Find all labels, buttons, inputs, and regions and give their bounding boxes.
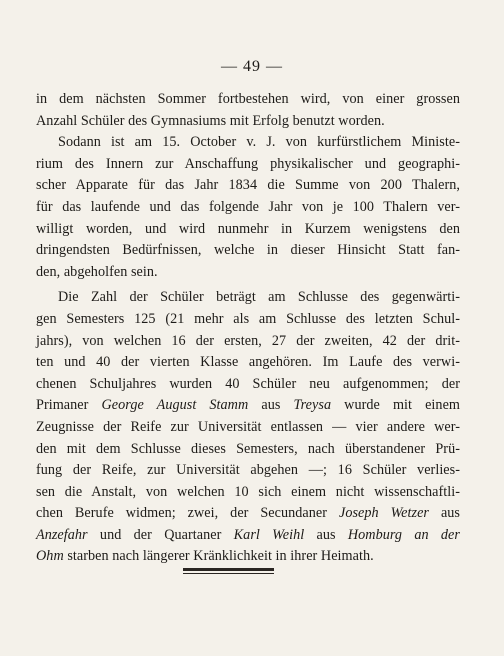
text-line: willigt worden, und wird nunmehr in Kurzem wenigstens den: [36, 220, 460, 237]
italic-name: Joseph Wetzer: [338, 505, 430, 522]
italic-name: George August Stamm: [101, 397, 249, 414]
text-line: rium des Innern zur Anschaffung physikalischer und geographi-: [36, 155, 460, 172]
text-line: ten und 40 der vierten Klasse angehören. Im Laufe des verwi-: [36, 354, 460, 371]
text-line: Zeugnisse der Reife zur Universität entlassen — vier andere wer-: [36, 418, 460, 435]
text-line: fung der Reife, zur Universität abgehen —; 16 Schüler verlies-: [36, 462, 460, 479]
text-line: den, abgeholfen sein.: [36, 263, 158, 280]
italic-name: Treysa: [293, 397, 332, 414]
text-line: den mit dem Schlusse dieses Semesters, nach überstandener Prü-: [36, 440, 460, 457]
text-line: Die Zahl der Schüler beträgt am Schlusse des gegenwärti-: [58, 289, 460, 306]
text-line: Sodann ist am 15. October v. J. von kurfürstlichem Ministe-: [58, 134, 460, 151]
text-segment: wurde mit einem: [331, 397, 461, 414]
text-line: für das laufende und das folgende Jahr von je 100 Thalern ver-: [36, 198, 460, 215]
page-number: — 49 —: [221, 58, 283, 75]
text-line: scher Apparate für das Jahr 1834 die Summe von 200 Thalern,: [36, 177, 460, 194]
text-segment: aus: [248, 397, 294, 414]
italic-name: Homburg an der: [347, 526, 460, 543]
text-segment: starben nach längerer Kränklichkeit in ihrer Heimath.: [63, 548, 374, 565]
text-line: [36, 525, 460, 547]
text-line: chenen Schuljahres wurden 40 Schüler neu aufgenommen; der: [36, 375, 460, 392]
text-line: [36, 546, 460, 568]
text-line: Anzahl Schüler des Gymnasiums mit Erfolg benutzt worden.: [36, 112, 385, 129]
text-segment: und der Quartaner: [87, 526, 234, 543]
closing-rule-thick: [183, 568, 274, 571]
text-line: jahrs), von welchen 16 der ersten, 27 der zweiten, 42 der drit-: [36, 332, 460, 349]
italic-name: Karl Weihl: [233, 526, 305, 543]
italic-name: Anzefahr: [36, 526, 88, 543]
body-text: [36, 89, 460, 568]
text-line: in dem nächsten Sommer fortbestehen wird, von einer grossen: [36, 91, 460, 107]
text-line: dringendsten Bedürfnissen, welche in dieser Hinsicht Statt fan-: [36, 242, 460, 259]
text-segment: aus: [429, 505, 461, 522]
text-segment: aus: [304, 526, 348, 543]
text-line: sen die Anstalt, von welchen 10 sich einem nicht wissenschaftli-: [36, 483, 460, 500]
text-segment: Primaner: [36, 397, 102, 414]
text-line: [36, 503, 460, 525]
text-line: [36, 395, 460, 417]
closing-rule-thin: [183, 573, 274, 574]
text-segment: chen Berufe widmen; zwei, der Secundaner: [36, 505, 339, 522]
italic-name: Ohm: [36, 548, 64, 565]
text-line: gen Semesters 125 (21 mehr als am Schlusse des letzten Schul-: [36, 310, 460, 327]
